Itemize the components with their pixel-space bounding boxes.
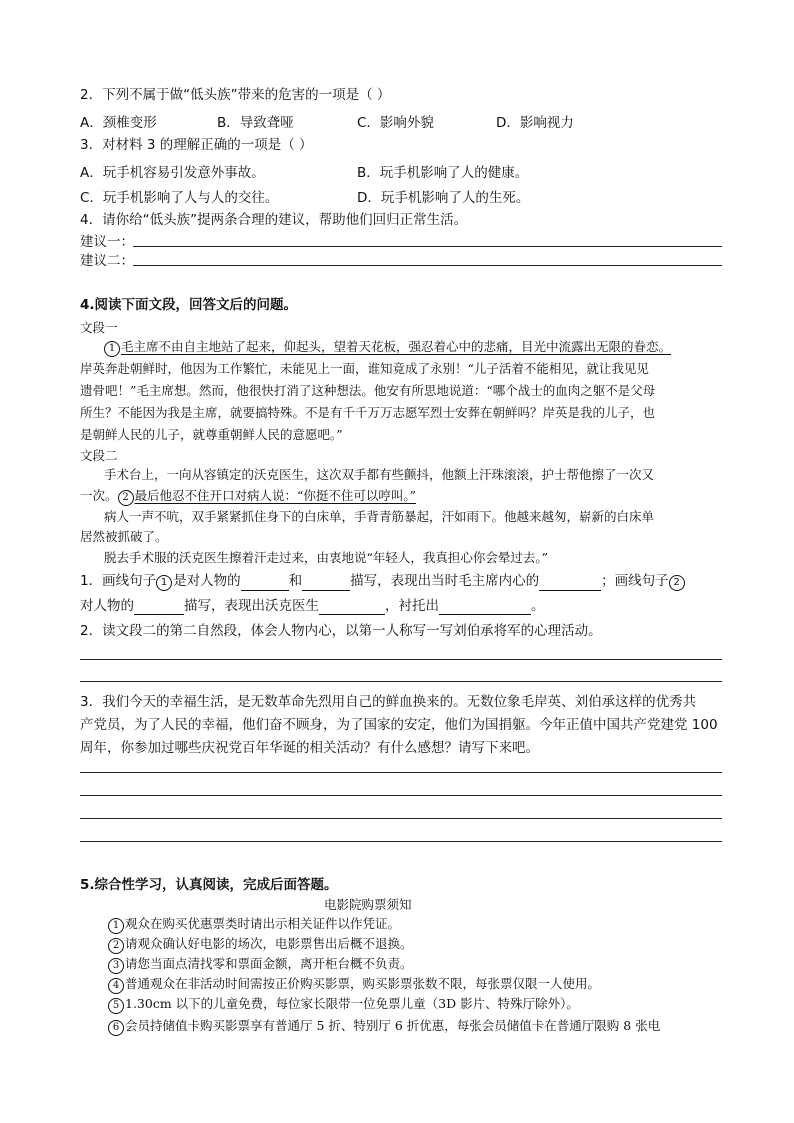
notice-item — [108, 915, 400, 934]
section-4-question-1-cont — [80, 597, 545, 615]
question-text: ；画线句子 — [601, 573, 669, 589]
section-5-heading: 5.综合性学习，认真阅读，完成后面答题。 — [80, 877, 338, 893]
question-text: 描写，表现出当时毛主席内心的 — [350, 573, 540, 589]
passage-1-line: 所生？不能因为我是主席，就要搞特殊。不是有千千万万志愿军烈士安葬在朝鲜吗？岸英是我的儿子，也 — [80, 405, 656, 420]
answer-line — [80, 681, 722, 682]
number-marker: 1 — [104, 341, 120, 357]
notice-item — [108, 995, 579, 1014]
answer-line — [80, 818, 722, 819]
passage-2-line: 病人一声不吭，双手紧紧抓住身下的白床单，手背青筋暴起，汗如雨下。他越来越匆，崭新的白床单 — [104, 509, 655, 524]
question-4-stem: 4．请你给“低头族”提两条合理的建议，帮助他们回归正常生活。 — [80, 212, 468, 228]
underlined-sentence-2: 最后他忍不住开口对病人说：“你挺不住可以哼叫。” — [134, 488, 417, 503]
fill-blank[interactable] — [134, 600, 184, 615]
notice-item-text: 1.30cm 以下的儿童免费，每位家长限带一位免票儿童（3D 影片、特殊厅除外）。 — [125, 996, 579, 1011]
number-marker: 2 — [118, 490, 134, 506]
question-text: 1．画线句子 — [80, 573, 157, 589]
section-4-question-3: 产党员，为了人民的幸福，他们奋不顾身，为了国家的安定，他们为国捐躯。今年正值中国共产党建党 100 — [80, 717, 718, 733]
notice-item — [108, 955, 413, 974]
option-b: B．玩手机影响了人的健康。 — [357, 165, 529, 181]
option-c: C．影响外貌 — [357, 115, 434, 131]
option-d: D．影响视力 — [496, 115, 574, 131]
question-text: 。 — [531, 598, 545, 614]
number-marker: 1 — [108, 918, 124, 934]
section-4-heading: 4.阅读下面文段，回答文后的问题。 — [80, 297, 298, 313]
fill-blank[interactable] — [539, 576, 601, 591]
underlined-sentence-1: 毛主席不由自主地站了起来，仰起头，望着天花板，强忍着心中的悲痛，目光中流露出无限的眷恋。 — [121, 339, 672, 354]
passage-2-line: 居然被抓破了。 — [80, 529, 168, 544]
option-b: B．导致聋哑 — [217, 115, 294, 131]
option-a: A．颈椎变形 — [80, 115, 157, 131]
passage-2-line: 手术台上，一向从容镇定的沃克医生，这次双手都有些颤抖，他额上汗珠滚滚，护士帮他擦了一次又 — [104, 467, 655, 482]
number-marker: 1 — [156, 575, 172, 591]
option-d: D．玩手机影响了人的生死。 — [357, 190, 530, 206]
fill-blank[interactable] — [302, 576, 350, 591]
passage-2-line — [80, 487, 416, 506]
section-4-question-3: 周年，你参加过哪些庆祝党百年华诞的相关活动？有什么感想？请写下来吧。 — [80, 740, 539, 756]
notice-item — [108, 1017, 660, 1036]
question-text: 描写，表现出沃克医生 — [184, 598, 319, 614]
notice-item-text: 会员持储值卡购买影票享有普通厅 5 折、特别厅 6 折优惠，每张会员储值卡在普通厅限购 8 张电 — [125, 1018, 661, 1033]
question-3-stem: 3．对材料 3 的理解正确的一项是（ ） — [80, 137, 313, 153]
notice-title: 电影院购票须知 — [324, 897, 412, 912]
question-text: 对人物的 — [80, 598, 134, 614]
suggestion-1-label: 建议一： — [80, 234, 134, 250]
answer-line — [80, 659, 722, 660]
passage-2-text: 一次。 — [80, 488, 118, 503]
fill-blank[interactable] — [241, 576, 289, 591]
passage-1-line: 岸英奔赴朝鲜时，他因为工作繁忙，未能见上一面，谁知竟成了永别！“儿子活着不能相见，就让我见见 — [80, 361, 649, 376]
number-marker: 2 — [669, 575, 685, 591]
answer-line — [133, 265, 722, 266]
passage-1-line: 是朝鲜人民的儿子，就尊重朝鲜人民的意愿吧。” — [80, 427, 343, 442]
option-c: C．玩手机影响了人与人的交往。 — [80, 190, 279, 206]
notice-item-text: 普通观众在非活动时间需按正价购买影票，购买影票张数不限，每张票仅限一人使用。 — [125, 976, 601, 991]
notice-item-text: 请观众确认好电影的场次，电影票售出后概不退换。 — [125, 936, 413, 951]
number-marker: 2 — [108, 938, 124, 954]
section-4-question-3: 3．我们今天的幸福生活，是无数革命先烈用自己的鲜血换来的。无数位象毛岸英、刘伯承这样的优秀共 — [80, 694, 697, 710]
answer-line — [80, 841, 722, 842]
question-text: ，衬托出 — [385, 598, 439, 614]
passage-2-line: 脱去手术服的沃克医生擦着汗走过来，由衷地说“年轻人，我真担心你会晕过去。” — [104, 550, 549, 565]
notice-item — [108, 935, 413, 954]
question-text: 和 — [288, 573, 303, 589]
fill-blank[interactable] — [439, 600, 531, 615]
passage-1-line: 遗骨吧！”毛主席想。然而，他很快打消了这种想法。他安有所思地说道：“哪个战士的血肉之躯不是父母 — [80, 383, 656, 398]
passage-1-line — [104, 338, 671, 357]
section-4-question-2: 2．读文段二的第二自然段，体会人物内心，以第一人称写一写刘伯承将军的心理活动。 — [80, 623, 602, 639]
suggestion-2-label: 建议二： — [80, 253, 134, 269]
section-4-question-1 — [80, 572, 686, 591]
number-marker: 4 — [108, 978, 124, 994]
fill-blank[interactable] — [319, 600, 385, 615]
answer-line — [80, 795, 722, 796]
number-marker: 6 — [108, 1020, 124, 1036]
number-marker: 3 — [108, 958, 124, 974]
passage-1-title: 文段一 — [80, 320, 118, 335]
option-a: A．玩手机容易引发意外事故。 — [80, 165, 265, 181]
passage-2-title: 文段二 — [80, 448, 118, 463]
question-2-stem: 2．下列不属于做“低头族”带来的危害的一项是（ ） — [80, 87, 391, 103]
notice-item-text: 请您当面点清找零和票面金额，离开柜台概不负责。 — [125, 956, 413, 971]
answer-line — [80, 772, 722, 773]
notice-item — [108, 975, 600, 994]
number-marker: 5 — [108, 998, 124, 1014]
answer-line — [133, 246, 722, 247]
notice-item-text: 观众在购买优惠票类时请出示相关证件以作凭证。 — [125, 916, 401, 931]
question-text: 是对人物的 — [173, 573, 241, 589]
